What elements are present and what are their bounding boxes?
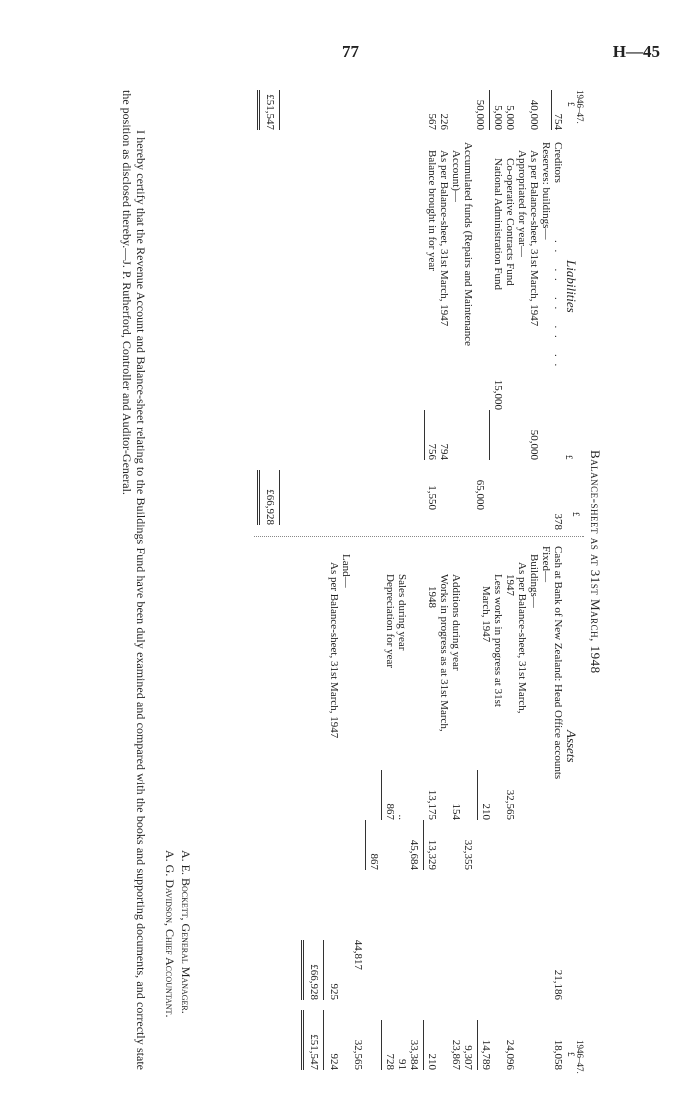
accum-as-per-label: As per Balance-sheet, 31st March, 1947 (438, 150, 450, 327)
double-rule (301, 940, 304, 1000)
rule (489, 410, 490, 460)
cash-prev: 18,058 (552, 1039, 564, 1070)
bld-as-per-label-1: As per Balance-sheet, 31st March, (516, 562, 528, 714)
works-prog-label-2: 1948 (426, 586, 438, 608)
reserves-total-prev: 50,000 (474, 99, 486, 130)
buildings-label: Buildings— (528, 554, 540, 608)
depr-sub: 867 (368, 853, 380, 870)
double-rule (301, 1010, 304, 1070)
less-works-label-1: Less works in progress at 31st (492, 574, 504, 707)
rule (424, 410, 425, 460)
national-label: National Administration Fund (492, 158, 504, 290)
sub2: 45,684 (408, 839, 420, 870)
sales-prev-total: 33,384 (408, 1039, 420, 1070)
rule (323, 940, 324, 1000)
signature-accountant: A. G. Davidson, Chief Accountant. (163, 850, 177, 1018)
coop-label: Co-operative Contracts Fund (504, 158, 516, 286)
liabilities-heading: Liabilities (564, 260, 579, 313)
liab-prev-header: 1946–47. (575, 90, 585, 124)
additions-prev: 9,307 (462, 1045, 474, 1070)
divider (254, 536, 584, 537)
rule (381, 1020, 382, 1070)
prev-sub: 32,565 (352, 1039, 364, 1070)
as-per-label: As per Balance-sheet, 31st March, 1947 (528, 150, 540, 327)
double-rule (257, 90, 260, 130)
land-as-per-label: As per Balance-sheet, 31st March, 1947 (328, 562, 340, 739)
national-prev: 5,000 (492, 105, 504, 130)
balance-prev: 567 (426, 113, 438, 130)
assets-heading: Assets (564, 730, 579, 763)
appropriated-label: Appropriated for year— (516, 150, 528, 257)
rule (489, 90, 490, 130)
additions-label: Additions during year (450, 574, 462, 671)
liab-pound-prev: £ (566, 102, 576, 107)
liab-pound-col1: £ (564, 455, 574, 460)
assets-total: £66,928 (308, 964, 320, 1000)
sub1: 32,355 (462, 839, 474, 870)
cash-label: Cash at Bank of New Zealand: Head Office accounts (552, 546, 564, 780)
rule (323, 1010, 324, 1070)
coop-prev: 5,000 (504, 105, 516, 130)
fixed-label: Fixed— (540, 546, 552, 583)
creditors-amount: 378 (552, 513, 564, 530)
auditor-certificate: I hereby certify that the Revenue Account and Balance-sheet relating to the Buildings Fund have been duly examined and compared with the books and supporting documents, and correctly state the position as disclosed thereby.—J. P. Rutherford, Controller and Auditor-General. (120, 90, 148, 1070)
works-prog-label-1: Works in progress as at 31st March, (438, 574, 450, 732)
land-label: Land— (340, 554, 352, 588)
accum-label-2: Account)— (450, 150, 462, 202)
rule (381, 770, 382, 820)
as-per-prev: 40,000 (528, 99, 540, 130)
sales-amount: .. (396, 814, 408, 820)
rule (551, 90, 552, 130)
assets-pound-prev: £ (566, 1052, 576, 1057)
less-works-amount: 210 (480, 803, 492, 820)
as-per-amount: 50,000 (528, 429, 540, 460)
sales-label: Sales during year (396, 574, 408, 651)
less-works-label-2: March, 1947 (480, 586, 492, 643)
accum-label-1: Accumulated funds (Repairs and Maintenance (462, 142, 474, 347)
depr-label: Depreciation for year (384, 574, 396, 669)
rule (423, 1020, 424, 1070)
rule (423, 820, 424, 870)
depr-amount: 867 (384, 803, 396, 820)
additions-amount: 154 (450, 803, 462, 820)
creditors-prev: 754 (552, 113, 564, 130)
rule (365, 820, 366, 870)
depr-total: 44,817 (352, 939, 364, 970)
rule (477, 1020, 478, 1070)
page-number: 77 (342, 42, 359, 61)
balance-label: Balance brought in for year (426, 150, 438, 271)
reserves-label: Reserves: buildings— (540, 142, 552, 240)
bld-as-per-label-2: 1947 (504, 574, 516, 596)
cash-amount: 21,186 (552, 969, 564, 1000)
depr-prev: 728 (384, 1053, 396, 1070)
accum-total: 1,550 (426, 485, 438, 510)
sales-prev: 91 (396, 1059, 408, 1070)
accum-as-per-prev: 226 (438, 113, 450, 130)
document-code: H—45 (612, 42, 660, 61)
land-amount: 925 (328, 983, 340, 1000)
rule (477, 770, 478, 820)
accum-as-per-amount: 794 (438, 443, 450, 460)
assets-total-prev: £51,547 (308, 1034, 320, 1070)
creditors-label: Creditors (552, 142, 564, 183)
land-prev: 924 (328, 1053, 340, 1070)
leader-dots: . . . . . . . . . . (552, 240, 564, 369)
bld-as-per-prev: 24,096 (504, 1039, 516, 1070)
double-rule (257, 470, 260, 525)
works-prog-prev1: 23,867 (450, 1039, 462, 1070)
liab-total: £66,928 (264, 489, 276, 525)
balance-amount: 756 (426, 443, 438, 460)
less-works-prev: 14,789 (480, 1039, 492, 1070)
rotated-balance-sheet (50, 90, 610, 1090)
signature-manager: A. E. Bockett, General Manager. (179, 850, 193, 1014)
bld-as-per-amount: 32,565 (504, 789, 516, 820)
works-prog-sub: 13,329 (426, 839, 438, 870)
works-prog-amount: 13,175 (426, 789, 438, 820)
reserves-total-amount: 65,000 (474, 479, 486, 510)
assets-prev-header: 1946–47. (575, 1040, 585, 1074)
liab-pound-col2: £ (571, 512, 581, 517)
rule (279, 470, 280, 525)
rule (279, 90, 280, 130)
works-prog-prev2: 210 (426, 1053, 438, 1070)
sheet-title: Balance-sheet as at 31st March, 1948 (588, 450, 603, 674)
national-amount: 15,000 (492, 379, 504, 410)
liab-total-prev: £51,547 (264, 94, 276, 130)
